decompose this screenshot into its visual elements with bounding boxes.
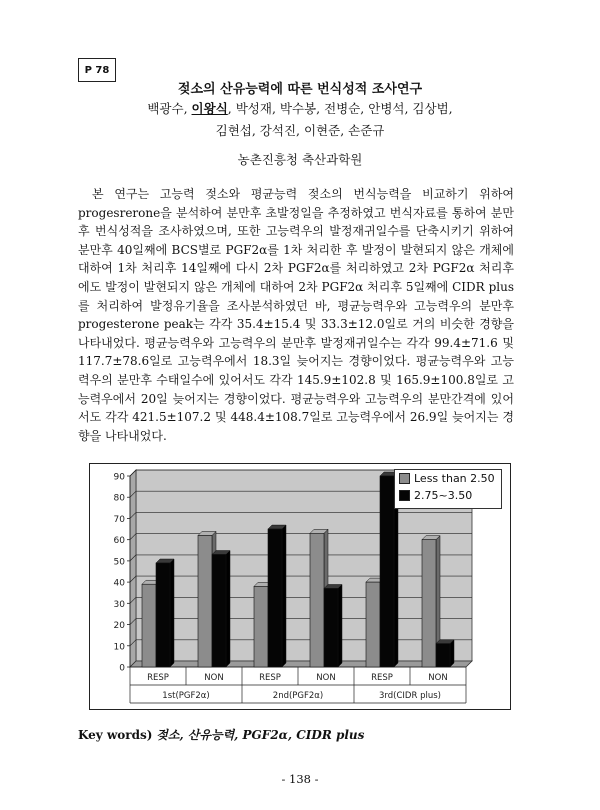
x-group-label: 2nd(PGF2α) [272,691,324,701]
presenting-author: 이왕식 [191,101,228,116]
bar-side [450,640,454,667]
plot-side-wall [130,470,136,667]
abstract-body [78,185,514,445]
legend-label-series-1: Less than 2.50 [414,472,495,485]
bar [212,555,226,667]
legend-label-series-2: 2.75~3.50 [414,489,473,502]
y-tick-label: 30 [113,599,125,610]
x-tick-label: RESP [259,673,281,683]
bar [268,529,282,667]
x-tick-label: NON [316,673,336,683]
legend-item-series-1 [395,470,501,487]
x-group-label: 1st(PGF2α) [162,691,210,701]
bar [324,588,338,667]
bar [436,644,450,667]
bar-side [226,551,230,667]
x-group-label: 3rd(CIDR plus) [379,691,441,701]
y-tick-label: 70 [113,514,125,525]
bar [310,533,324,667]
authors-post: , 박성재, 박수봉, 전병순, 안병석, 김상범, [227,101,453,116]
bar [142,584,156,667]
keywords-label: Key words) [78,728,153,742]
bar [380,476,394,667]
legend-swatch-series-1 [399,473,410,484]
bar-side [338,584,342,667]
y-tick-label: 0 [119,663,125,674]
x-tick-label: NON [428,673,448,683]
y-tick-label: 80 [113,493,125,504]
y-tick-label: 10 [113,642,125,653]
bar [198,535,212,667]
keywords [78,726,364,743]
plot-floor [130,661,472,667]
paper-title: 젖소의 산유능력에 따른 번식성적 조사연구 [177,82,423,97]
y-tick-label: 40 [113,578,125,589]
page-number: - 138 - [281,772,319,786]
affiliation: 농촌진흥청 축산과학원 [237,152,363,167]
x-tick-label: RESP [147,673,169,683]
bar [156,563,170,667]
bar [254,586,268,667]
chart-legend [394,469,502,509]
legend-swatch-series-2 [399,490,410,501]
x-tick-label: NON [204,673,224,683]
y-tick-label: 90 [113,472,125,483]
y-tick-label: 20 [113,621,125,632]
keywords-value: 젖소, 산유능력, PGF2α, CIDR plus [156,728,365,742]
poster-badge: P 78 [78,58,116,82]
abstract-paragraph: 본 연구는 고능력 젖소와 평균능력 젖소의 번식능력을 비교하기 위하여 progesrerone을 분석하여 분만후 초발정일을 추정하였고 번식자료를 통하여 분만후 번식성적을 조사하였으며, 또한 고능력우의 발정재귀일수를 단축시키기 위하여 분만후 40일째에 BCS별로 PGF2α를 1차 처리한 후 발정이 발현되지 않은 개체에 대하여 1차 처리후 14일째에 다시 2차 PGF2α를 처리하였고 2차 PGF2α 처리후에도 발정이 발현되지 않은 개체에 대하여 2차 PGF2α 처리후 5일째에 CIDR plus를 처리하여 발정유기율을 조사분석하였던 바, 평균능력우와 고능력우의 분만후 progesterone peak는 각각 35.4±15.4 및 33.3±12.0일로 거의 비슷한 경향을 나타내었다. 평균능력우와 고능력우의 분만후 발정재귀일수는 각각 99.4±71.6 및 117.7±78.6일로 고능력우에서 18.3일 늦어지는 경향이었다. 평균능력우와 고능력우의 분만후 수태일수에 있어서도 각각 145.9±102.8 및 165.9±100.8일로 고능력우에서 20일 늦어지는 경향이었다. 평균능력우와 고능력우의 분만간격에 있어서도 각각 421.5±107.2 및 448.4±108.7일로 고능력우에서 26.9일 늦어지는 경향을 나타내었다. [78,187,514,443]
bar-side [170,559,174,667]
bar [422,540,436,667]
author-list [0,98,600,142]
legend-item-series-2 [395,487,501,504]
authors-pre: 백광수, [147,101,192,116]
bar-side [282,525,286,667]
author-line-1 [0,98,600,120]
author-line-2: 김현섭, 강석진, 이현준, 손준규 [215,123,385,138]
bar [366,582,380,667]
y-tick-label: 50 [113,557,125,568]
y-tick-label: 60 [113,536,125,547]
x-tick-label: RESP [371,673,393,683]
